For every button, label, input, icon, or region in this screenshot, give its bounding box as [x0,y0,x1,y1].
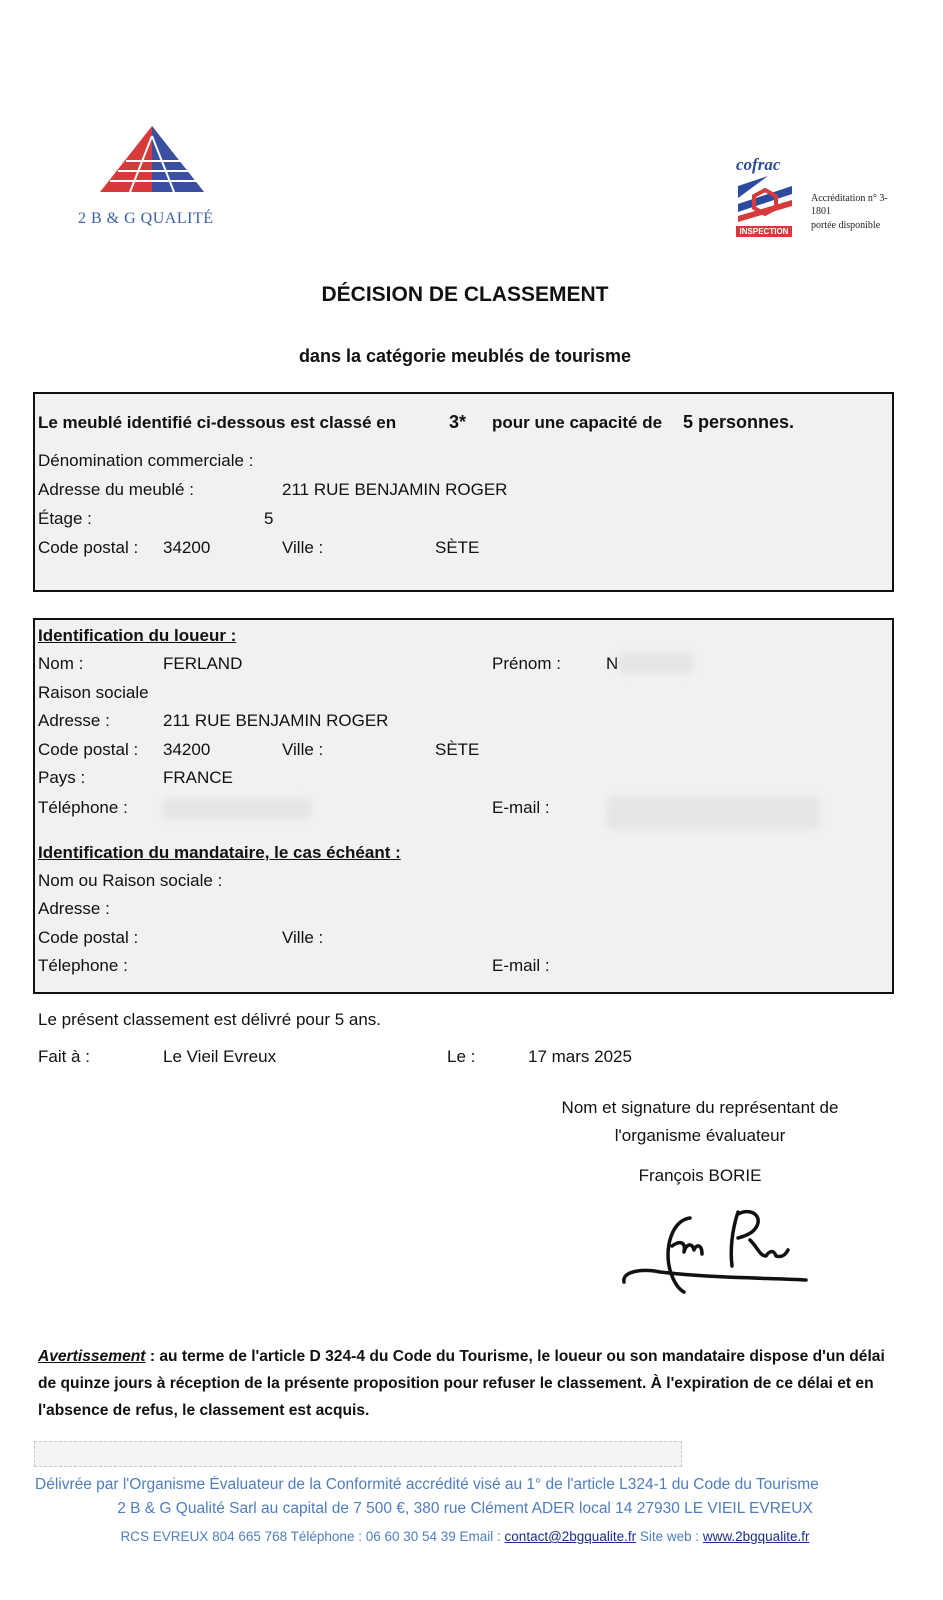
footer-email-link[interactable]: contact@2bgqualite.fr [504,1529,637,1544]
agent-phone-label: Télephone : [38,956,128,975]
redacted-phone [162,798,312,820]
property-address-value: 211 RUE BENJAMIN ROGER [282,480,508,499]
signature-caption-line-2: l'organisme évaluateur [614,1126,786,1145]
footer-website-link[interactable]: www.2bgqualite.fr [702,1529,810,1544]
accreditation-line-3: portée disponible [811,220,881,231]
done-at-value: Le Vieil Evreux [163,1047,277,1066]
footer-site-label: Site web : [636,1529,703,1544]
property-city-label: Ville : [282,538,324,557]
cofrac-logo [738,176,792,226]
agent-address-label: Adresse : [38,899,110,918]
owner-name-label: Nom : [38,654,84,673]
footer-contact-line [0,1529,930,1544]
capacity-value: 5 personnes. [683,412,795,432]
owner-address-label: Adresse : [38,711,110,730]
owner-country-value: FRANCE [163,768,233,787]
signatory-name: François BORIE [638,1166,762,1185]
document-subtitle: dans la catégorie meublés de tourisme [298,346,632,366]
owner-city-label: Ville : [282,740,324,759]
footer-contact-prefix: RCS EVREUX 804 665 768 Téléphone : 06 60 30 54 39 Email : [120,1529,505,1544]
agent-name-label: Nom ou Raison sociale : [38,871,223,890]
floor-label: Étage : [38,509,92,528]
redacted-footer-line [34,1441,682,1467]
redacted-firstname [619,652,694,674]
owner-heading: Identification du loueur : [38,626,237,645]
owner-company-label: Raison sociale [38,683,149,702]
property-city-value: SÈTE [435,538,480,557]
cofrac-logo-text: cofrac [736,155,781,174]
accreditation-line-2: 1801 [811,206,831,217]
owner-email-label: E-mail : [492,798,550,817]
footer-company-line: 2 B & G Qualité Sarl au capital de 7 500 €, 380 rue Clément ADER local 14 27930 LE VIEIL EVREUX [117,1500,813,1517]
owner-address-value: 211 RUE BENJAMIN ROGER [163,711,389,730]
classification-stars: 3* [449,412,467,432]
agent-email-label: E-mail : [492,956,550,975]
cofrac-inspection-band: INSPECTION [736,226,792,237]
agent-city-label: Ville : [282,928,324,947]
owner-phone-label: Téléphone : [38,798,128,817]
owner-firstname-label: Prénom : [492,654,561,673]
owner-name-value: FERLAND [163,654,243,673]
document-title: DÉCISION DE CLASSEMENT [321,283,609,306]
company-logo-text: 2 B & G QUALITÉ [78,210,214,227]
warning-label: Avertissement [38,1348,146,1365]
property-postal-label: Code postal : [38,538,139,557]
owner-city-value: SÈTE [435,740,480,759]
agent-postal-label: Code postal : [38,928,139,947]
capacity-label: pour une capacité de [492,413,663,432]
owner-postal-label: Code postal : [38,740,139,759]
owner-firstname-initial: N [606,654,619,673]
signature-caption-line-1: Nom et signature du représentant de [561,1098,839,1117]
date-label: Le : [447,1047,476,1066]
warning-text: : au terme de l'article D 324-4 du Code du Tourisme, le loueur ou son mandataire dispose d'un délai de quinze jours à réception de la présente proposition pour refuser le classement. À l'expiration de ce délai et en l'absence de refus, le classement est acquis. [38,1348,885,1419]
handwritten-signature [620,1200,820,1305]
property-address-label: Adresse du meublé : [38,480,194,499]
property-postal-value: 34200 [163,538,211,557]
warning-paragraph [38,1343,898,1424]
company-logo [100,126,208,196]
agent-heading: Identification du mandataire, le cas échéant : [38,843,401,862]
owner-country-label: Pays : [38,768,86,787]
classification-intro: Le meublé identifié ci-dessous est classé en [38,413,397,432]
denomination-label: Dénomination commerciale : [38,451,254,470]
date-value: 17 mars 2025 [528,1047,632,1066]
floor-value: 5 [264,509,274,528]
validity-text: Le présent classement est délivré pour 5 ans. [38,1010,382,1029]
redacted-email [606,796,820,830]
owner-postal-value: 34200 [163,740,211,759]
footer-accreditation-line: Délivrée par l'Organisme Évaluateur de la Conformité accrédité visé au 1° de l'article L324-1 du Code du Tourisme [35,1476,819,1493]
done-at-label: Fait à : [38,1047,90,1066]
accreditation-line-1: Accréditation n° 3- [811,193,888,204]
